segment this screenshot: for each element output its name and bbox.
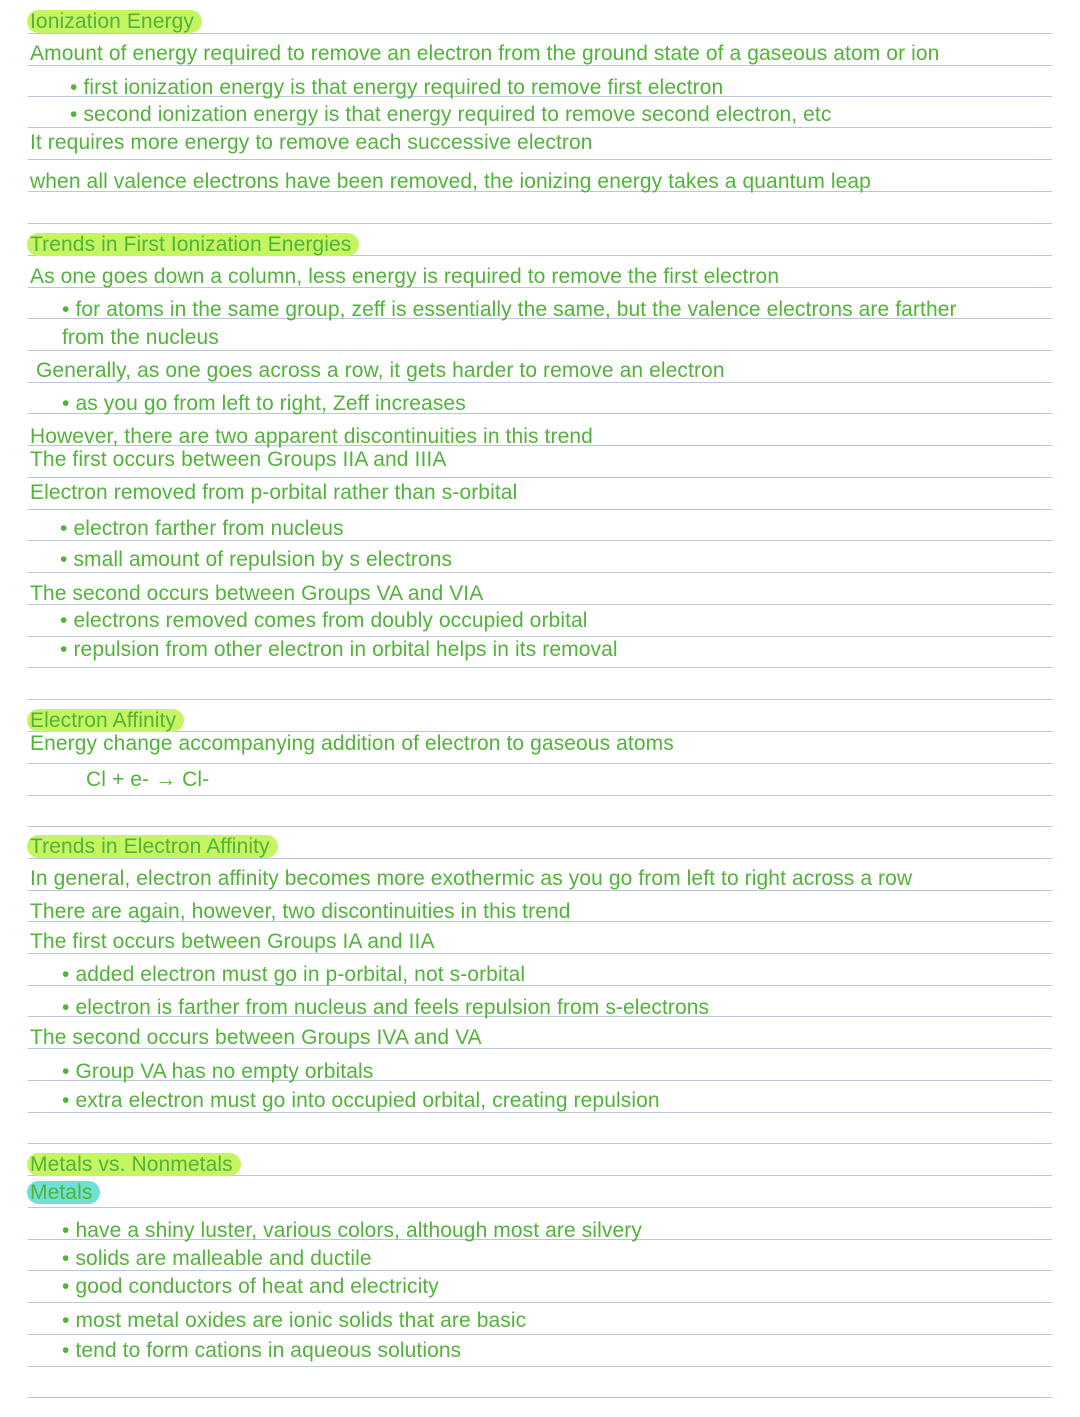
bullet-item [62, 995, 709, 1021]
bullet-item [60, 637, 618, 663]
line-text: The second occurs between Groups VA and VIA [30, 582, 484, 605]
bullet-icon: • [60, 548, 68, 571]
ruled-line [28, 826, 1052, 827]
line-text: As one goes down a column, less energy is required to remove the first electron [30, 265, 780, 288]
line-text: The second occurs between Groups IVA and VA [30, 1026, 482, 1049]
bullet-item [62, 297, 957, 323]
line-text: Amount of energy required to remove an electron from the ground state of a gaseous atom or ion [30, 42, 940, 65]
bullet-item [62, 1274, 439, 1300]
note-line [36, 358, 725, 384]
ruled-line [28, 1397, 1052, 1398]
ruled-line [28, 1334, 1052, 1335]
bullet-item [62, 391, 466, 417]
bullet-item [62, 1308, 526, 1334]
line-text: There are again, however, two discontinuities in this trend [30, 900, 571, 923]
section-heading [30, 9, 202, 35]
line-text: repulsion from other electron in orbital helps in its removal [73, 638, 618, 661]
line-text: electrons removed comes from doubly occupied orbital [73, 609, 588, 632]
bullet-icon: • [62, 1219, 70, 1242]
line-text: In general, electron affinity becomes more exothermic as you go from left to right across a row [30, 867, 913, 890]
note-line [30, 1025, 482, 1051]
line-text: Group VA has no empty orbitals [75, 1060, 374, 1083]
ruled-line [28, 1207, 1052, 1208]
ruled-line [28, 223, 1052, 224]
note-line [30, 899, 571, 925]
bullet-icon: • [62, 1060, 70, 1083]
highlighted-heading-text: Trends in First Ionization Energies [27, 233, 359, 256]
line-text: However, there are two apparent discontinuities in this trend [30, 425, 593, 448]
bullet-icon: • [62, 996, 70, 1019]
line-text: Generally, as one goes across a row, it gets harder to remove an electron [36, 359, 725, 382]
line-text: good conductors of heat and electricity [75, 1275, 439, 1298]
bullet-item [62, 1338, 461, 1364]
bullet-icon: • [60, 609, 68, 632]
note-line [30, 169, 871, 195]
line-text: small amount of repulsion by s electrons [73, 548, 453, 571]
line-text: tend to form cations in aqueous solutions [75, 1339, 462, 1362]
bullet-icon: • [62, 963, 70, 986]
bullet-item [62, 1246, 372, 1272]
note-line [30, 264, 779, 290]
bullet-item [70, 75, 723, 101]
ruled-line [28, 1302, 1052, 1303]
highlighted-heading-text: Electron Affinity [27, 709, 184, 732]
bullet-icon: • [62, 392, 70, 415]
ruled-line [28, 795, 1052, 796]
line-text: when all valence electrons have been removed, the ionizing energy takes a quantum leap [30, 170, 871, 193]
line-text: The first occurs between Groups IA and IIA [30, 930, 435, 953]
note-line [30, 581, 483, 607]
line-text: Energy change accompanying addition of electron to gaseous atoms [30, 732, 674, 755]
line-text: most metal oxides are ionic solids that are basic [75, 1309, 527, 1332]
bullet-item [62, 1088, 660, 1114]
bullet-item [60, 516, 344, 542]
line-text: electron is farther from nucleus and feels repulsion from s-electrons [75, 996, 710, 1019]
line-text: from the nucleus [62, 326, 219, 349]
bullet-icon: • [62, 1089, 70, 1112]
note-line [30, 41, 939, 67]
bullet-item [70, 102, 831, 128]
bullet-icon: • [62, 298, 70, 321]
bullet-icon: • [60, 517, 68, 540]
highlighted-heading-text: Ionization Energy [27, 10, 202, 33]
note-line [62, 325, 219, 351]
note-line [30, 480, 517, 506]
line-text: first ionization energy is that energy required to remove first electron [83, 76, 724, 99]
section-heading [30, 834, 278, 860]
line-text: as you go from left to right, Zeff increases [75, 392, 466, 415]
section-heading [30, 232, 359, 258]
note-line [86, 767, 209, 793]
bullet-icon: • [62, 1309, 70, 1332]
bullet-icon: • [70, 103, 78, 126]
line-text: solids are malleable and ductile [75, 1247, 372, 1270]
highlighted-heading-text: Metals vs. Nonmetals [27, 1153, 241, 1176]
line-text: second ionization energy is that energy required to remove second electron, etc [83, 103, 832, 126]
bullet-icon: • [70, 76, 78, 99]
line-text: It requires more energy to remove each successive electron [30, 131, 593, 154]
note-line [30, 447, 446, 473]
bullet-icon: • [62, 1339, 70, 1362]
bullet-icon: • [62, 1247, 70, 1270]
bullet-icon: • [62, 1275, 70, 1298]
ruled-line [28, 477, 1052, 478]
ruled-line [28, 1366, 1052, 1367]
note-line [30, 866, 912, 892]
ruled-line [28, 509, 1052, 510]
line-text: added electron must go in p-orbital, not s-orbital [75, 963, 526, 986]
line-text: for atoms in the same group, zeff is essentially the same, but the valence electrons are farther [75, 298, 957, 321]
ruled-line [28, 699, 1052, 700]
ruled-line [28, 1143, 1052, 1144]
section-heading [30, 1152, 241, 1178]
note-line [30, 929, 435, 955]
line-text: electron farther from nucleus [73, 517, 344, 540]
note-line [30, 130, 593, 156]
ruled-line [28, 763, 1052, 764]
bullet-item [62, 962, 525, 988]
ruled-line [28, 159, 1052, 160]
section-heading [30, 1180, 100, 1206]
bullet-item [60, 547, 452, 573]
note-line [30, 731, 674, 757]
ruled-line [28, 667, 1052, 668]
highlighted-heading-text: Trends in Electron Affinity [27, 835, 278, 858]
bullet-icon: • [60, 638, 68, 661]
line-text: extra electron must go into occupied orbital, creating repulsion [75, 1089, 660, 1112]
line-text: have a shiny luster, various colors, although most are silvery [75, 1219, 642, 1242]
bullet-item [62, 1059, 373, 1085]
bullet-item [62, 1218, 642, 1244]
line-text: The first occurs between Groups IIA and IIIA [30, 448, 447, 471]
line-text: Electron removed from p-orbital rather than s-orbital [30, 481, 518, 504]
bullet-item [60, 608, 588, 634]
line-text: Cl + e- → Cl- [86, 768, 210, 791]
highlighted-heading-text: Metals [27, 1181, 100, 1204]
